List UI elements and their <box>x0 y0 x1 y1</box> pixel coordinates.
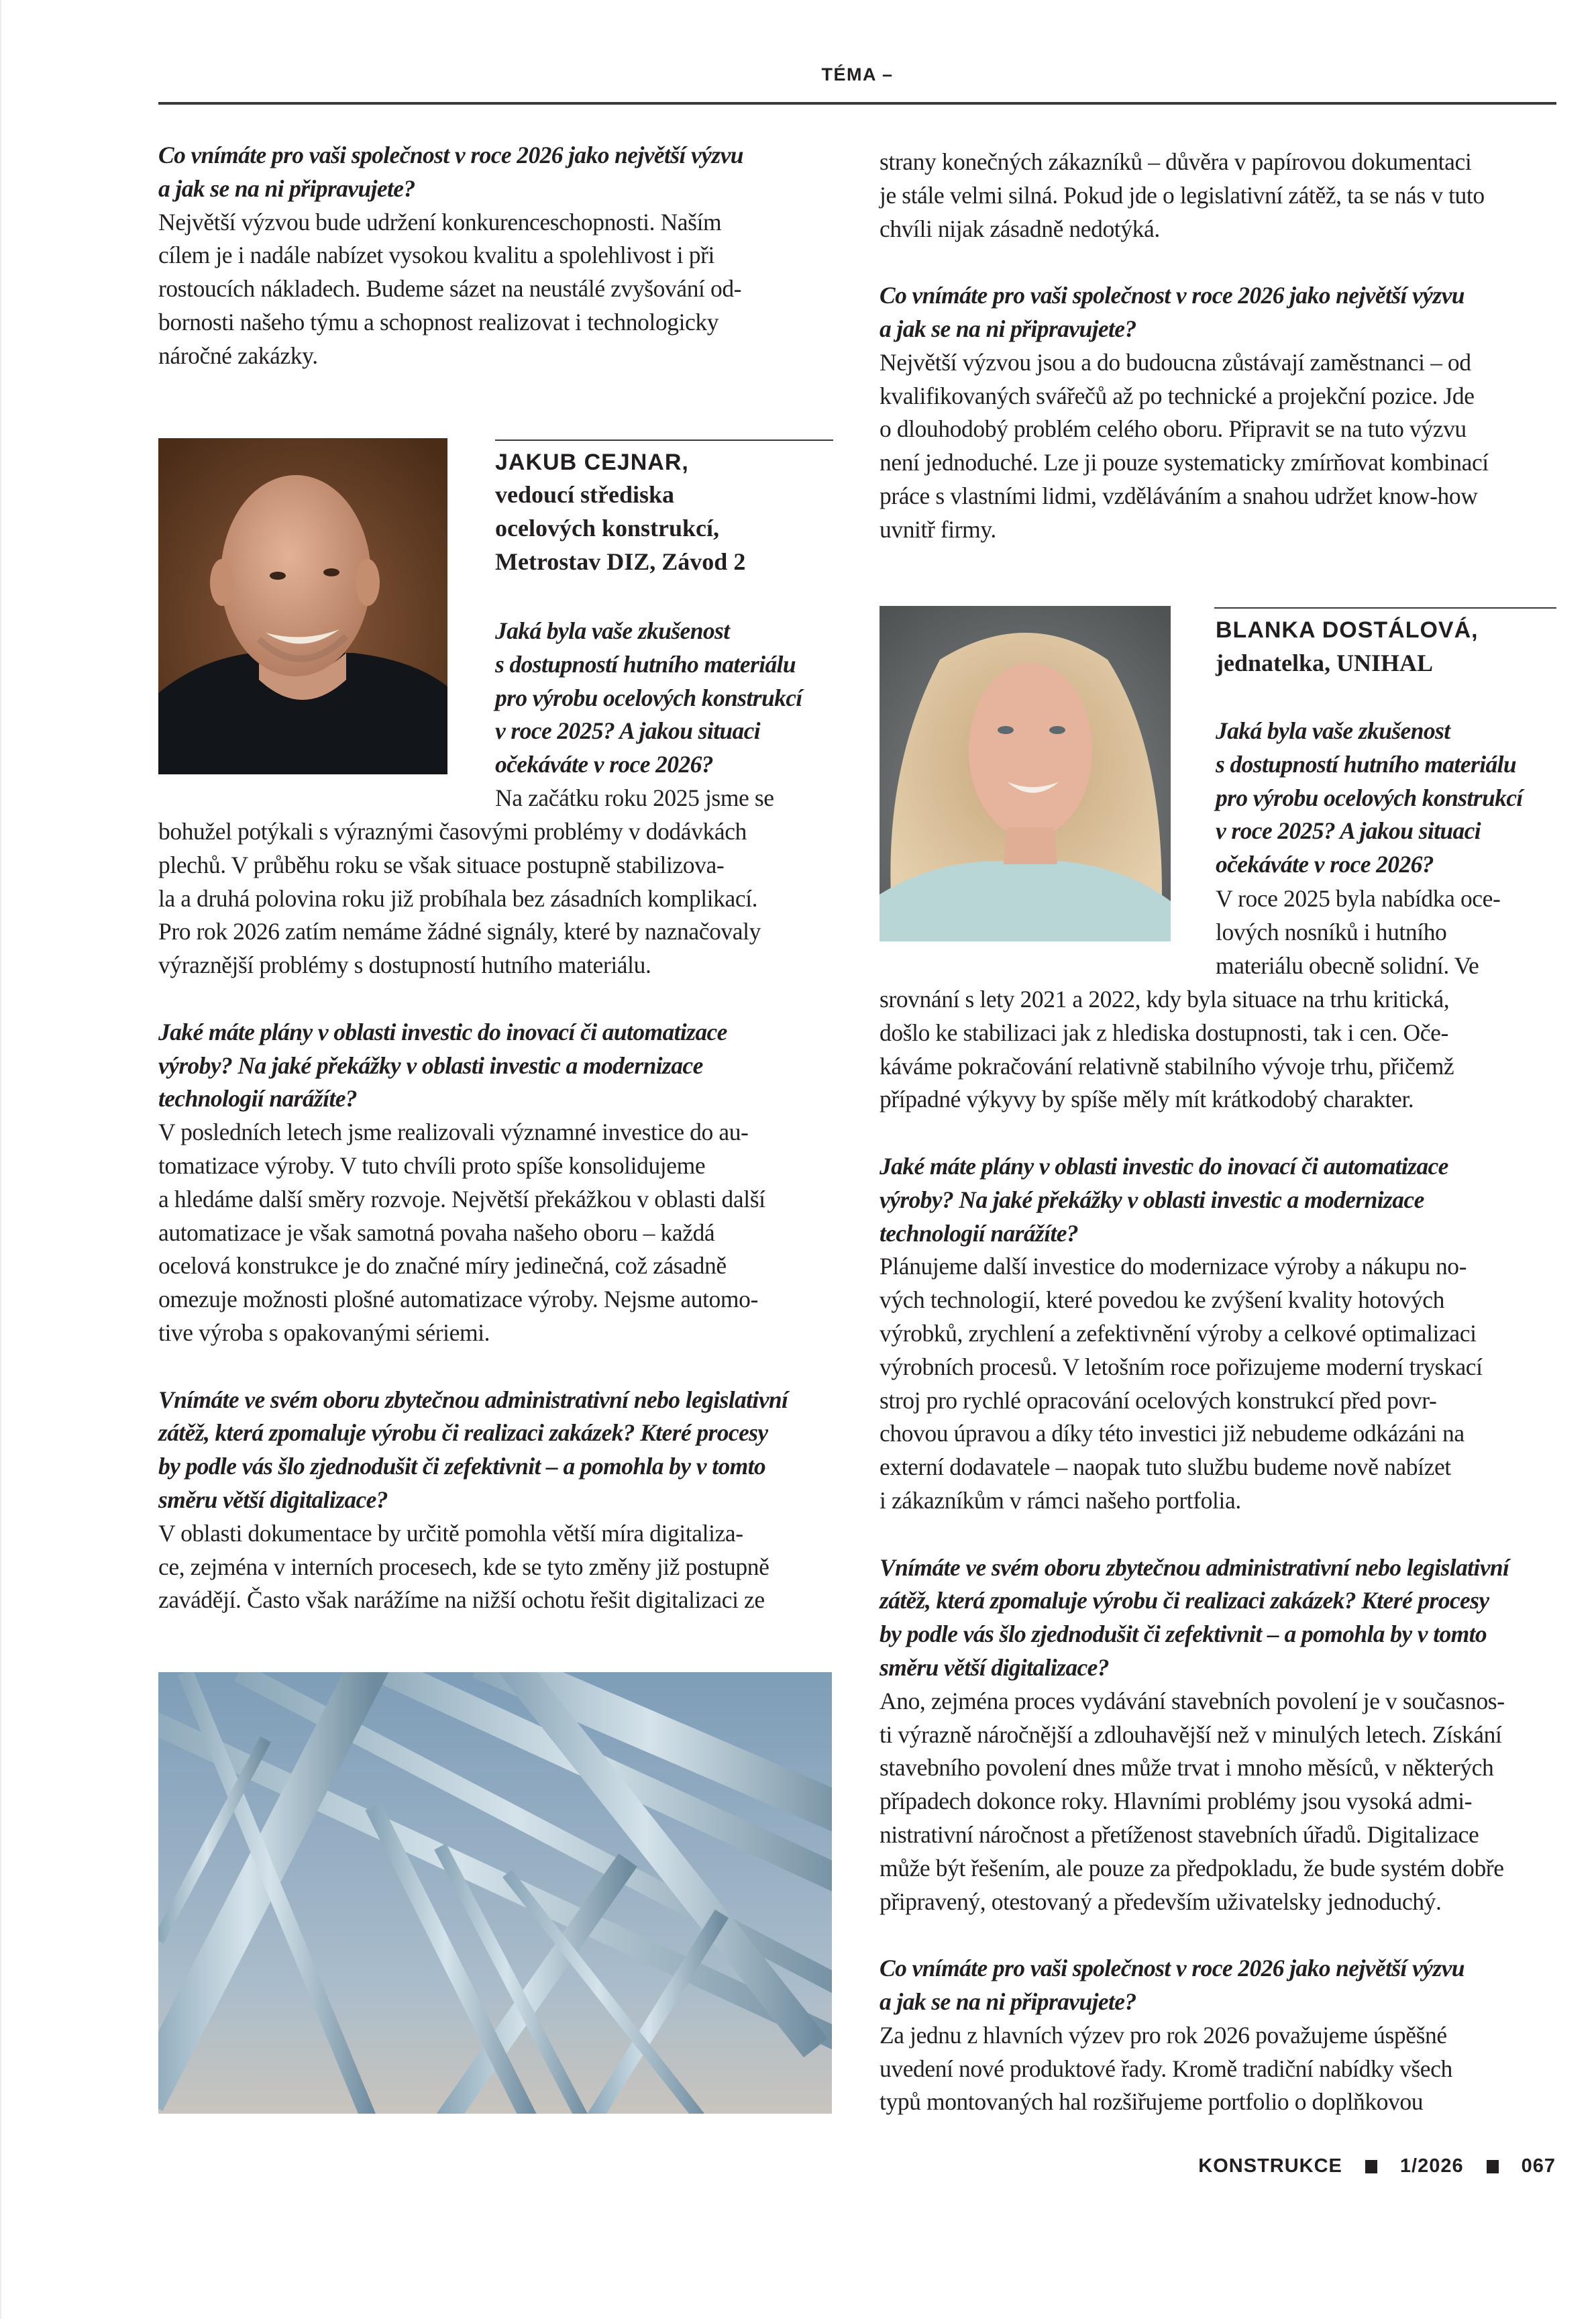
answer-paragraph: V posledních letech jsme realizovali významné investice do au- tomatizace výroby. V tuto chvíli proto spíše konsolidujeme a hledáme další směry rozvoje. Největší překážkou v oblasti další automatizace je však samotná povaha našeho oboru – každá ocelová konstrukce je do značné míry jedinečná, což zásadně omezuje možnosti plošné automatizace výroby. Nejsme automo- tive výroba s opakovanými sériemi. <box>158 1119 765 1346</box>
left-answers <box>158 815 836 1617</box>
portrait-jakub-cejnar <box>158 438 447 774</box>
question-heading: Co vnímáte pro vaši společnost v roce 2026 jako největší výzvu a jak se na ni připravujete? <box>158 142 743 202</box>
answer-paragraph: srovnání s lety 2021 a 2022, kdy byla situace na trhu kritická, došlo ke stabilizaci jak z hlediska dostupnosti, tak i cen. Oče- káváme pokračování relativně stabilního vývoje trhu, přičemž případné výkyvy by spíše měly mít krátkodobý charakter. <box>880 986 1454 1113</box>
page-footer <box>1198 2155 1556 2177</box>
question-heading: Jaká byla vaše zkušenost s dostupností hutního materiálu pro výrobu ocelových konstrukcí v roce 2025? A jakou situaci očekáváte v roce 2026? <box>495 617 802 778</box>
magazine-name: KONSTRUKCE <box>1198 2155 1342 2177</box>
name-rule <box>1214 607 1556 609</box>
portrait-photo-icon <box>880 606 1171 941</box>
question-heading: Jaká byla vaše zkušenost s dostupností hutního materiálu pro výrobu ocelových konstrukcí v roce 2025? A jakou situaci očekáváte v roce 2026? <box>1216 717 1523 878</box>
answer-paragraph: Ano, zejména proces vydávání stavebních povolení je v současnos- ti výrazně náročnější a zdlouhavější než v minulých letech. Získání stavebního povolení dnes může trvat i mnoho měsíců, v některých případech dokonce roky. Hlavními problémy jsou vysoká admi- nistrativní náročnost a přetíženost stavebních úřadů. Digitalizace může být řešením, ale pouze za předpokladu, že bude systém dobře připravený, otestovaný a především uživatelsky jednoduchý. <box>880 1687 1505 1915</box>
answer-paragraph: V oblasti dokumentace by určitě pomohla větší míra digitaliza- ce, zejména v interních procesech, kde se tyto změny již postupně zavádějí. Často však narážíme na nižší ochotu řešit digitalizaci ze <box>158 1519 769 1614</box>
person-role: jednatelka, UNIHAL <box>1216 650 1434 676</box>
person-role: vedoucí střediska ocelových konstrukcí, Metrostav DIZ, Závod 2 <box>495 481 746 575</box>
steel-structure-icon <box>158 1672 832 2114</box>
answer-paragraph: Největší výzvou bude udržení konkurenceschopnosti. Naším cílem je i nadále nabízet vysokou kvalitu a spolehlivost i při rostoucích nákladech. Budeme sázet na neustálé zvyšování od- bornosti našeho týmu a schopnost realizovat i technologicky náročné zakázky. <box>158 208 742 369</box>
question-heading: Vnímáte ve svém oboru zbytečnou administrativní nebo legislativní zátěž, která zpomaluje výrobu či realizaci zakázek? Které procesy by podle vás šlo zjednodušit či zefektivnit – a pomohla by v tomto směru větší digitalizace? <box>158 1386 788 1513</box>
person-name: BLANKA DOSTÁLOVÁ, <box>1216 617 1479 643</box>
question-heading: Co vnímáte pro vaši společnost v roce 2026 jako největší výzvu a jak se na ni připravujete? <box>880 282 1465 342</box>
right-answers <box>880 983 1558 2119</box>
issue-number: 1/2026 <box>1399 2155 1464 2177</box>
header-rule <box>158 102 1556 105</box>
answer-paragraph: Plánujeme další investice do modernizace výroby a nákupu no- vých technologií, které povedou ke zvýšení kvality hotových výrobků, zrychlení a zefektivnění výroby a celkové optimalizaci výrobních procesů. V letošním roce pořizujeme moderní tryskací stroj pro rychlé opracování ocelových konstrukcí před povr- chovou úpravou a díky této investici již nebudeme odkázáni na externí dodavatele – naopak tuto službu budeme nově nabízet i zákazníkům v rámci našeho portfolia. <box>880 1253 1483 1514</box>
section-header: TÉMA – <box>821 64 894 85</box>
square-separator-icon <box>1365 2160 1377 2173</box>
answer-paragraph: Největší výzvou jsou a do budoucna zůstávají zaměstnanci – od kvalifikovaných svářečů až po technické a projekční pozice. Jde o dlouhodobý problém celého oboru. Připravit se na tuto výzvu není jednoduché. Lze ji pouze systematicky zmírňovat kombinací práce s vlastními lidmi, vzděláváním a snahou udržet know-how uvnitř firmy. <box>880 348 1489 543</box>
question-heading: Jaké máte plány v oblasti investic do inovací či automatizace výroby? Na jaké překážky v oblasti investic a modernizace technologií narážíte? <box>158 1018 727 1113</box>
steel-truss-image <box>158 1672 832 2114</box>
page-edge <box>0 0 1 2319</box>
answer-paragraph: bohužel potýkali s výraznými časovými problémy v dodávkách plechů. V průběhu roku se však situace postupně stabilizova- la a druhá polovina roku již probíhala bez zásadních komplikací. Pro rok 2026 zatím nemáme žádné signály, které by naznačovaly výraznější problémy s dostupností hutního materiálu. <box>158 818 761 979</box>
person-name: JAKUB CEJNAR, <box>495 450 689 475</box>
left-intro <box>158 139 836 373</box>
answer-paragraph: Za jednu z hlavních výzev pro rok 2026 považujeme úspěšné uvedení nové produktové řady. Kromě tradiční nabídky všech typů montovaných hal rozšiřujeme portfolio o doplňkovou <box>880 2021 1452 2116</box>
page-number: 067 <box>1521 2155 1556 2177</box>
question-heading: Co vnímáte pro vaši společnost v roce 2026 jako největší výzvu a jak se na ni připravujete? <box>880 1955 1465 2015</box>
right-top <box>880 146 1558 547</box>
square-separator-icon <box>1487 2160 1499 2173</box>
portrait-photo-icon <box>158 438 447 774</box>
answer-paragraph: Na začátku roku 2025 jsme se <box>495 784 774 811</box>
portrait-blanka-dostalova <box>880 606 1171 941</box>
question-heading: Jaké máte plány v oblasti investic do inovací či automatizace výroby? Na jaké překážky v oblasti investic a modernizace technologií narážíte? <box>880 1152 1448 1247</box>
answer-paragraph: V roce 2025 byla nabídka oce- lových nosníků i hutního materiálu obecně solidní. Ve <box>1216 885 1501 979</box>
answer-paragraph: strany konečných zákazníků – důvěra v papírovou dokumentaci je stále velmi silná. Pokud jde o legislativní zátěž, ta se nás v tuto chvíli nijak zásadně nedotýká. <box>880 148 1485 242</box>
question-heading: Vnímáte ve svém oboru zbytečnou administrativní nebo legislativní zátěž, která zpomaluje výrobu či realizaci zakázek? Které procesy by podle vás šlo zjednodušit či zefektivnit – a pomohla by v tomto směru větší digitalizace? <box>880 1553 1509 1681</box>
name-rule <box>495 440 833 441</box>
